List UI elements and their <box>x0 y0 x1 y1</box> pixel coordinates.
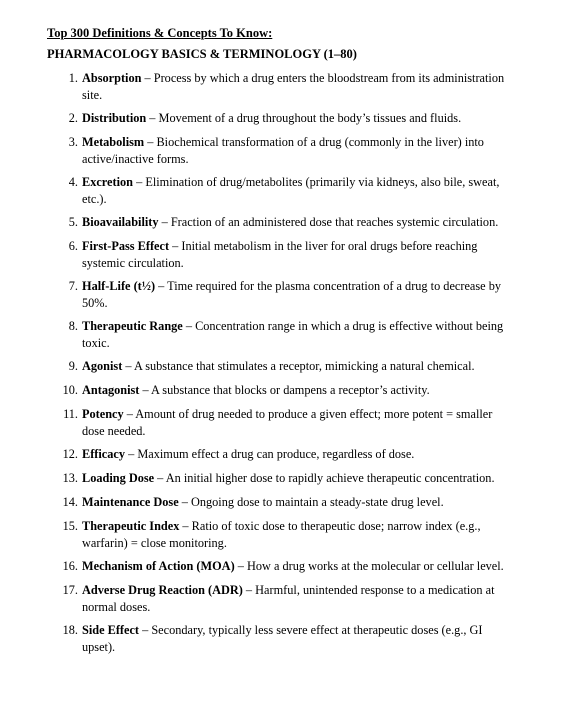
item-body <box>82 238 514 271</box>
item-definition: – Amount of drug needed to produce a given effect; more potent = smaller dose needed. <box>82 407 493 438</box>
item-body <box>82 174 514 207</box>
item-definition: – Secondary, typically less severe effect at therapeutic doses (e.g., GI upset). <box>82 623 483 654</box>
item-number: 16. <box>62 559 78 573</box>
item-term: Therapeutic Range <box>82 319 183 333</box>
item-number: 3. <box>68 135 78 149</box>
item-body <box>82 446 514 463</box>
item-definition: – Elimination of drug/metabolites (primarily via kidneys, also bile, sweat, etc.). <box>82 175 500 206</box>
item-term: Half-Life (t½) <box>82 279 156 293</box>
item-term: Maintenance Dose <box>82 495 179 509</box>
item-body <box>82 494 514 511</box>
section-title: PHARMACOLOGY BASICS & TERMINOLOGY (1–80) <box>47 47 357 61</box>
item-definition: – An initial higher dose to rapidly achieve therapeutic concentration. <box>154 471 495 485</box>
item-number: 1. <box>68 71 78 85</box>
item-body <box>82 318 514 351</box>
item-term: First-Pass Effect <box>82 239 170 253</box>
item-term: Distribution <box>82 111 147 125</box>
item-definition: – Ratio of toxic dose to therapeutic dose; narrow index (e.g., warfarin) = close monitoring. <box>82 519 481 550</box>
item-body <box>82 622 514 655</box>
item-number: 9. <box>68 359 78 373</box>
item-number: 10. <box>62 383 78 397</box>
item-number: 14. <box>62 495 78 509</box>
item-definition: – Movement of a drug throughout the body’s tissues and fluids. <box>146 111 462 125</box>
item-term: Metabolism <box>82 135 145 149</box>
item-number: 17. <box>62 583 78 597</box>
item-definition: – Ongoing dose to maintain a steady-state drug level. <box>178 495 444 509</box>
item-term: Potency <box>82 407 124 421</box>
item-term: Therapeutic Index <box>82 519 180 533</box>
item-body <box>82 558 514 575</box>
item-definition: – Fraction of an administered dose that reaches systemic circulation. <box>158 215 499 229</box>
item-definition: – Process by which a drug enters the bloodstream from its administration site. <box>82 71 505 102</box>
item-body <box>82 134 514 167</box>
item-body <box>82 582 514 615</box>
item-term: Mechanism of Action (MOA) <box>82 559 235 573</box>
item-term: Efficacy <box>82 447 126 461</box>
item-definition: – Initial metabolism in the liver for oral drugs before reaching systemic circulation. <box>82 239 478 270</box>
item-definition: – Biochemical transformation of a drug (commonly in the liver) into active/inactive forms. <box>82 135 484 166</box>
item-body <box>82 358 514 375</box>
item-number: 6. <box>68 239 78 253</box>
item-number: 15. <box>62 519 78 533</box>
item-body <box>82 214 514 231</box>
item-definition: – Harmful, unintended response to a medication at normal doses. <box>82 583 495 614</box>
item-term: Agonist <box>82 359 123 373</box>
item-number: 8. <box>68 319 78 333</box>
item-number: 11. <box>63 407 78 421</box>
item-number: 4. <box>68 175 78 189</box>
item-term: Side Effect <box>82 623 140 637</box>
item-body <box>82 406 514 439</box>
item-number: 12. <box>62 447 78 461</box>
item-body <box>82 278 514 311</box>
item-term: Absorption <box>82 71 142 85</box>
item-term: Bioavailability <box>82 215 159 229</box>
item-number: 7. <box>68 279 78 293</box>
item-term: Adverse Drug Reaction (ADR) <box>82 583 243 597</box>
item-definition: – Concentration range in which a drug is effective without being toxic. <box>82 319 504 350</box>
item-body <box>82 470 514 487</box>
item-number: 5. <box>68 215 78 229</box>
item-definition: – A substance that blocks or dampens a receptor’s activity. <box>139 383 430 397</box>
item-number: 18. <box>62 623 78 637</box>
item-term: Loading Dose <box>82 471 155 485</box>
item-term: Excretion <box>82 175 134 189</box>
item-definition: – How a drug works at the molecular or cellular level. <box>234 559 504 573</box>
item-body <box>82 518 514 551</box>
item-number: 2. <box>68 111 78 125</box>
item-body <box>82 70 514 103</box>
document-heading: Top 300 Definitions & Concepts To Know: <box>47 26 273 40</box>
item-body <box>82 382 514 399</box>
item-term: Antagonist <box>82 383 140 397</box>
item-definition: – Maximum effect a drug can produce, regardless of dose. <box>125 447 415 461</box>
item-body <box>82 110 514 127</box>
item-definition: – Time required for the plasma concentration of a drug to decrease by 50%. <box>82 279 501 310</box>
item-definition: – A substance that stimulates a receptor, mimicking a natural chemical. <box>122 359 475 373</box>
item-number: 13. <box>62 471 78 485</box>
